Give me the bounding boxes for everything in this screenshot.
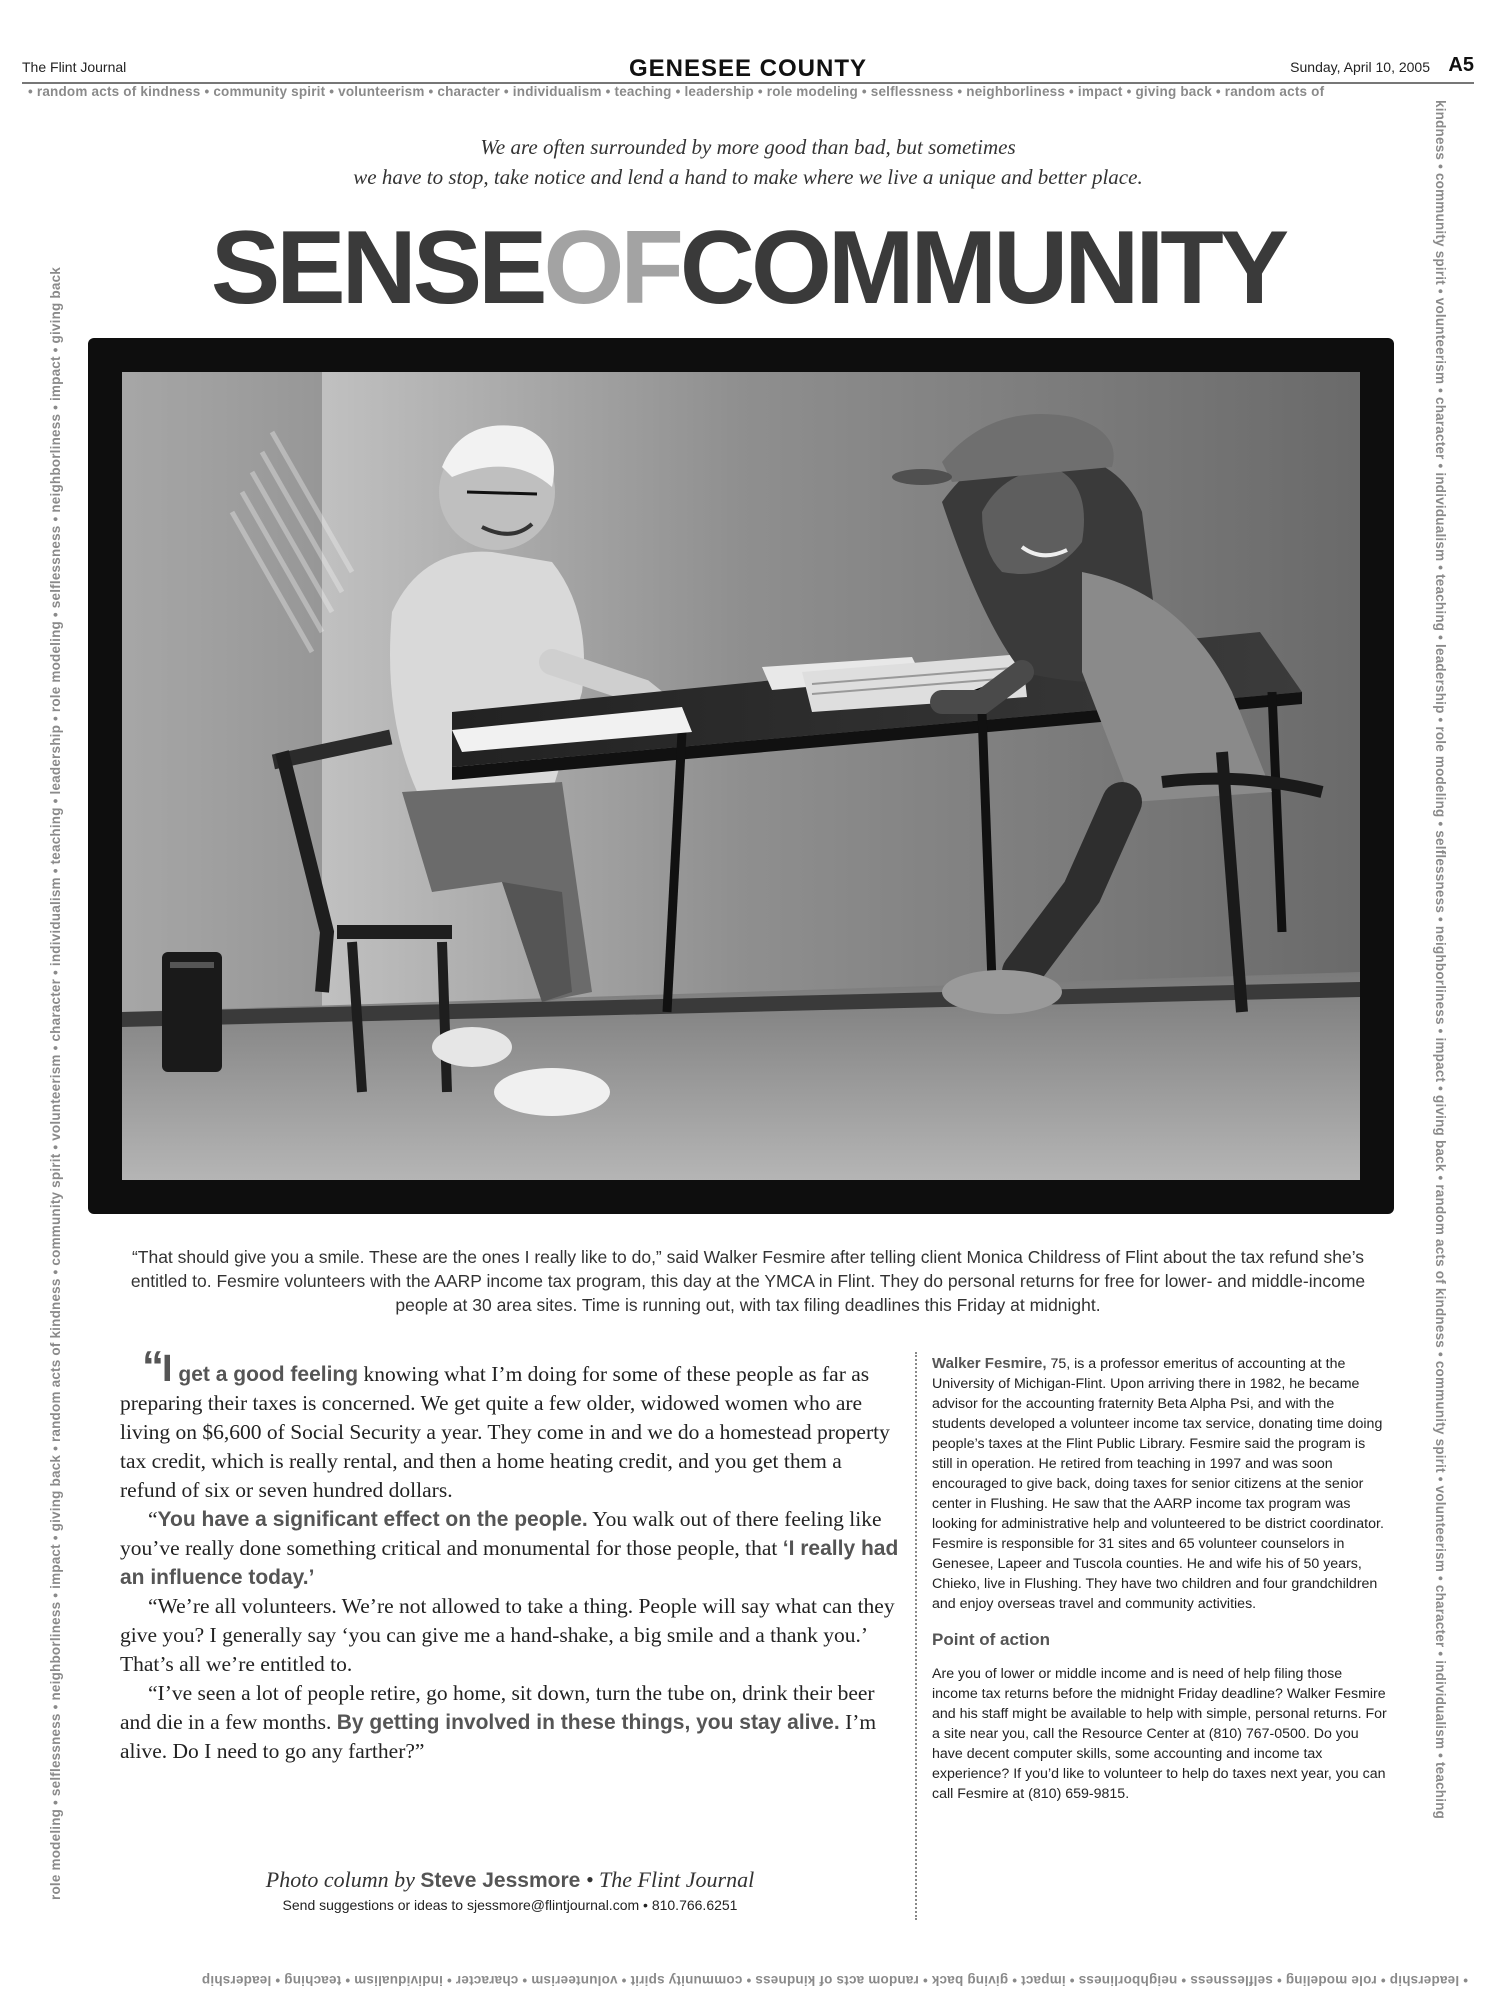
quote-column [120,1342,900,1766]
masthead [22,55,1474,83]
headline [150,208,1346,328]
quote-highlight-4: By getting involved in these things, you stay alive. [336,1711,840,1734]
byline-credit [120,1867,900,1893]
point-of-action-title: Point of action [932,1630,1051,1649]
intro-line-1: We are often surrounded by more good than bad, but sometimes [480,135,1016,159]
quote-paragraph-2 [120,1505,900,1592]
photo-frame [88,338,1394,1214]
quote-text-1: knowing what I’m doing for some of these people as far as preparing their taxes is concerned. We get quite a few older, widowed women who are living on $6,600 of Social Security a year. They come in and we do a homestead property tax credit, which is really rental, and then a home heating credit, and you get them a refund of six or seven hundred dollars. [120,1362,890,1502]
byline-contact: Send suggestions or ideas to sjessmore@flintjournal.com • 810.766.6251 [282,1897,738,1913]
byline-prefix: Photo column by [265,1867,421,1892]
quote-text-4b: I’m alive. Do I need to go any farther?” [120,1710,877,1763]
photo-illustration [122,372,1360,1180]
quote-text-4a: “I’ve seen a lot of people retire, go home, sit down, turn the tube on, drink their beer and die in a few months. [120,1681,875,1734]
byline-suffix: • The Flint Journal [580,1867,755,1892]
photo-caption: “That should give you a smile. These are the ones I really like to do,” said Walker Fesmire after telling client Monica Childress of Flint about the tax refund she’s entitled to. Fesmire volunteers with the AARP income tax program, this day at the YMCA in Flint. They do personal returns for free for lower- and middle-income people at 30 area sites. Time is running out, with tax filing deadlines this Friday at midnight. [130,1247,1366,1315]
border-band-top: • random acts of kindness • community spirit • volunteerism • character • individualism • teaching • leadership • role modeling • selflessness • neighborliness • impact • giving back • random acts of [28,84,1325,99]
photographer-name: Steve Jessmore [420,1869,581,1892]
border-band-left: role modeling • selflessness • neighborliness • impact • giving back • random acts of kindness • community spirit • volunteerism • character • individualism • teaching • leadership • role modeling • selflessness • neighborliness • impact • giving back [48,267,63,1900]
publication-name: The Flint Journal [22,59,127,75]
feature-photo [122,372,1360,1180]
bio-text: 75, is a professor emeritus of accounting at the University of Michigan-Flint. Upon arriving there in 1982, he became advisor for the accounting fraternity Beta Alpha Psi, and with the students developed a volunteer income tax service, donating time doing people’s taxes at the Flint Public Library. Fesmire said the program is still in operation. He retired from teaching in 1997 and was soon encouraged to give back, doing taxes for senior citizens at the senior center in Flushing. He saw that the AARP income tax program was looking for administrative help and volunteered to be district coordinator. Fesmire is responsible for 31 sites and 65 volunteer counselors in Genesee, Lapeer and Tuscola counties. He and wife his of 50 years, Chieko, live in Flushing. They have two children and four grandchildren and enjoy overseas travel and community activities. [932,1356,1384,1612]
section-title: GENESEE COUNTY [628,55,868,82]
quote-paragraph-3: “We’re all volunteers. We’re not allowed to take a thing. People will say what can they give you? I generally say ‘you can give me a hand-shake, a big smile and a thank you.’ That’s all we’re entitled to. [120,1594,895,1676]
quote-paragraph-4 [120,1679,900,1766]
quote-highlight-3: ‘I really had an influence today.’ [120,1537,899,1589]
bio-paragraph [932,1354,1387,1614]
border-band-bottom: • leadership • role modeling • selflessness • neighborliness • impact • giving back • random acts of kindness • community spirit • volunteerism • character • individualism • teaching • leadership [201,1973,1468,1988]
bio-lead-name: Walker Fesmire, [932,1355,1047,1372]
headline-word-sense: SENSE [210,210,544,326]
quote-text-2: You walk out of there feeling like you’ve really done something critical and monumental for those people, that [120,1507,882,1560]
intro-text [200,132,1296,192]
drop-letter: I [162,1348,173,1390]
column-divider [915,1352,917,1920]
issue-date: Sunday, April 10, 2005 [1290,59,1430,75]
quote-highlight-1: get a good feeling [172,1363,359,1386]
headline-word-community: COMMUNITY [679,210,1286,326]
quote-paragraph-1 [120,1342,900,1505]
page-number: A5 [1448,54,1474,76]
point-of-action-text: Are you of lower or middle income and is need of help filing those income tax returns before the midnight Friday deadline? Walker Fesmire and his staff might be available to help with simple, personal returns. For a site near you, call the Resource Center at (810) 767-0500. Do you have decent computer skills, some accounting and income tax experience? If you’d like to volunteer to help do taxes next year, you can call Fesmire at (810) 659-9815. [932,1666,1387,1802]
byline [120,1867,900,1913]
sidebar [932,1354,1387,1804]
headline-word-of: OF [543,210,680,326]
quote-open-2: “ [148,1507,158,1531]
intro-line-2: we have to stop, take notice and lend a hand to make where we live a unique and better place. [353,165,1143,189]
open-quote-mark: “ [142,1342,162,1391]
border-band-right: kindness • community spirit • volunteerism • character • individualism • teaching • leadership • role modeling • selflessness • neighborliness • impact • giving back • random acts of kindness • community spirit • volunteerism • character • individualism • teaching [1433,100,1448,1820]
quote-highlight-2: You have a significant effect on the people. [157,1508,588,1531]
